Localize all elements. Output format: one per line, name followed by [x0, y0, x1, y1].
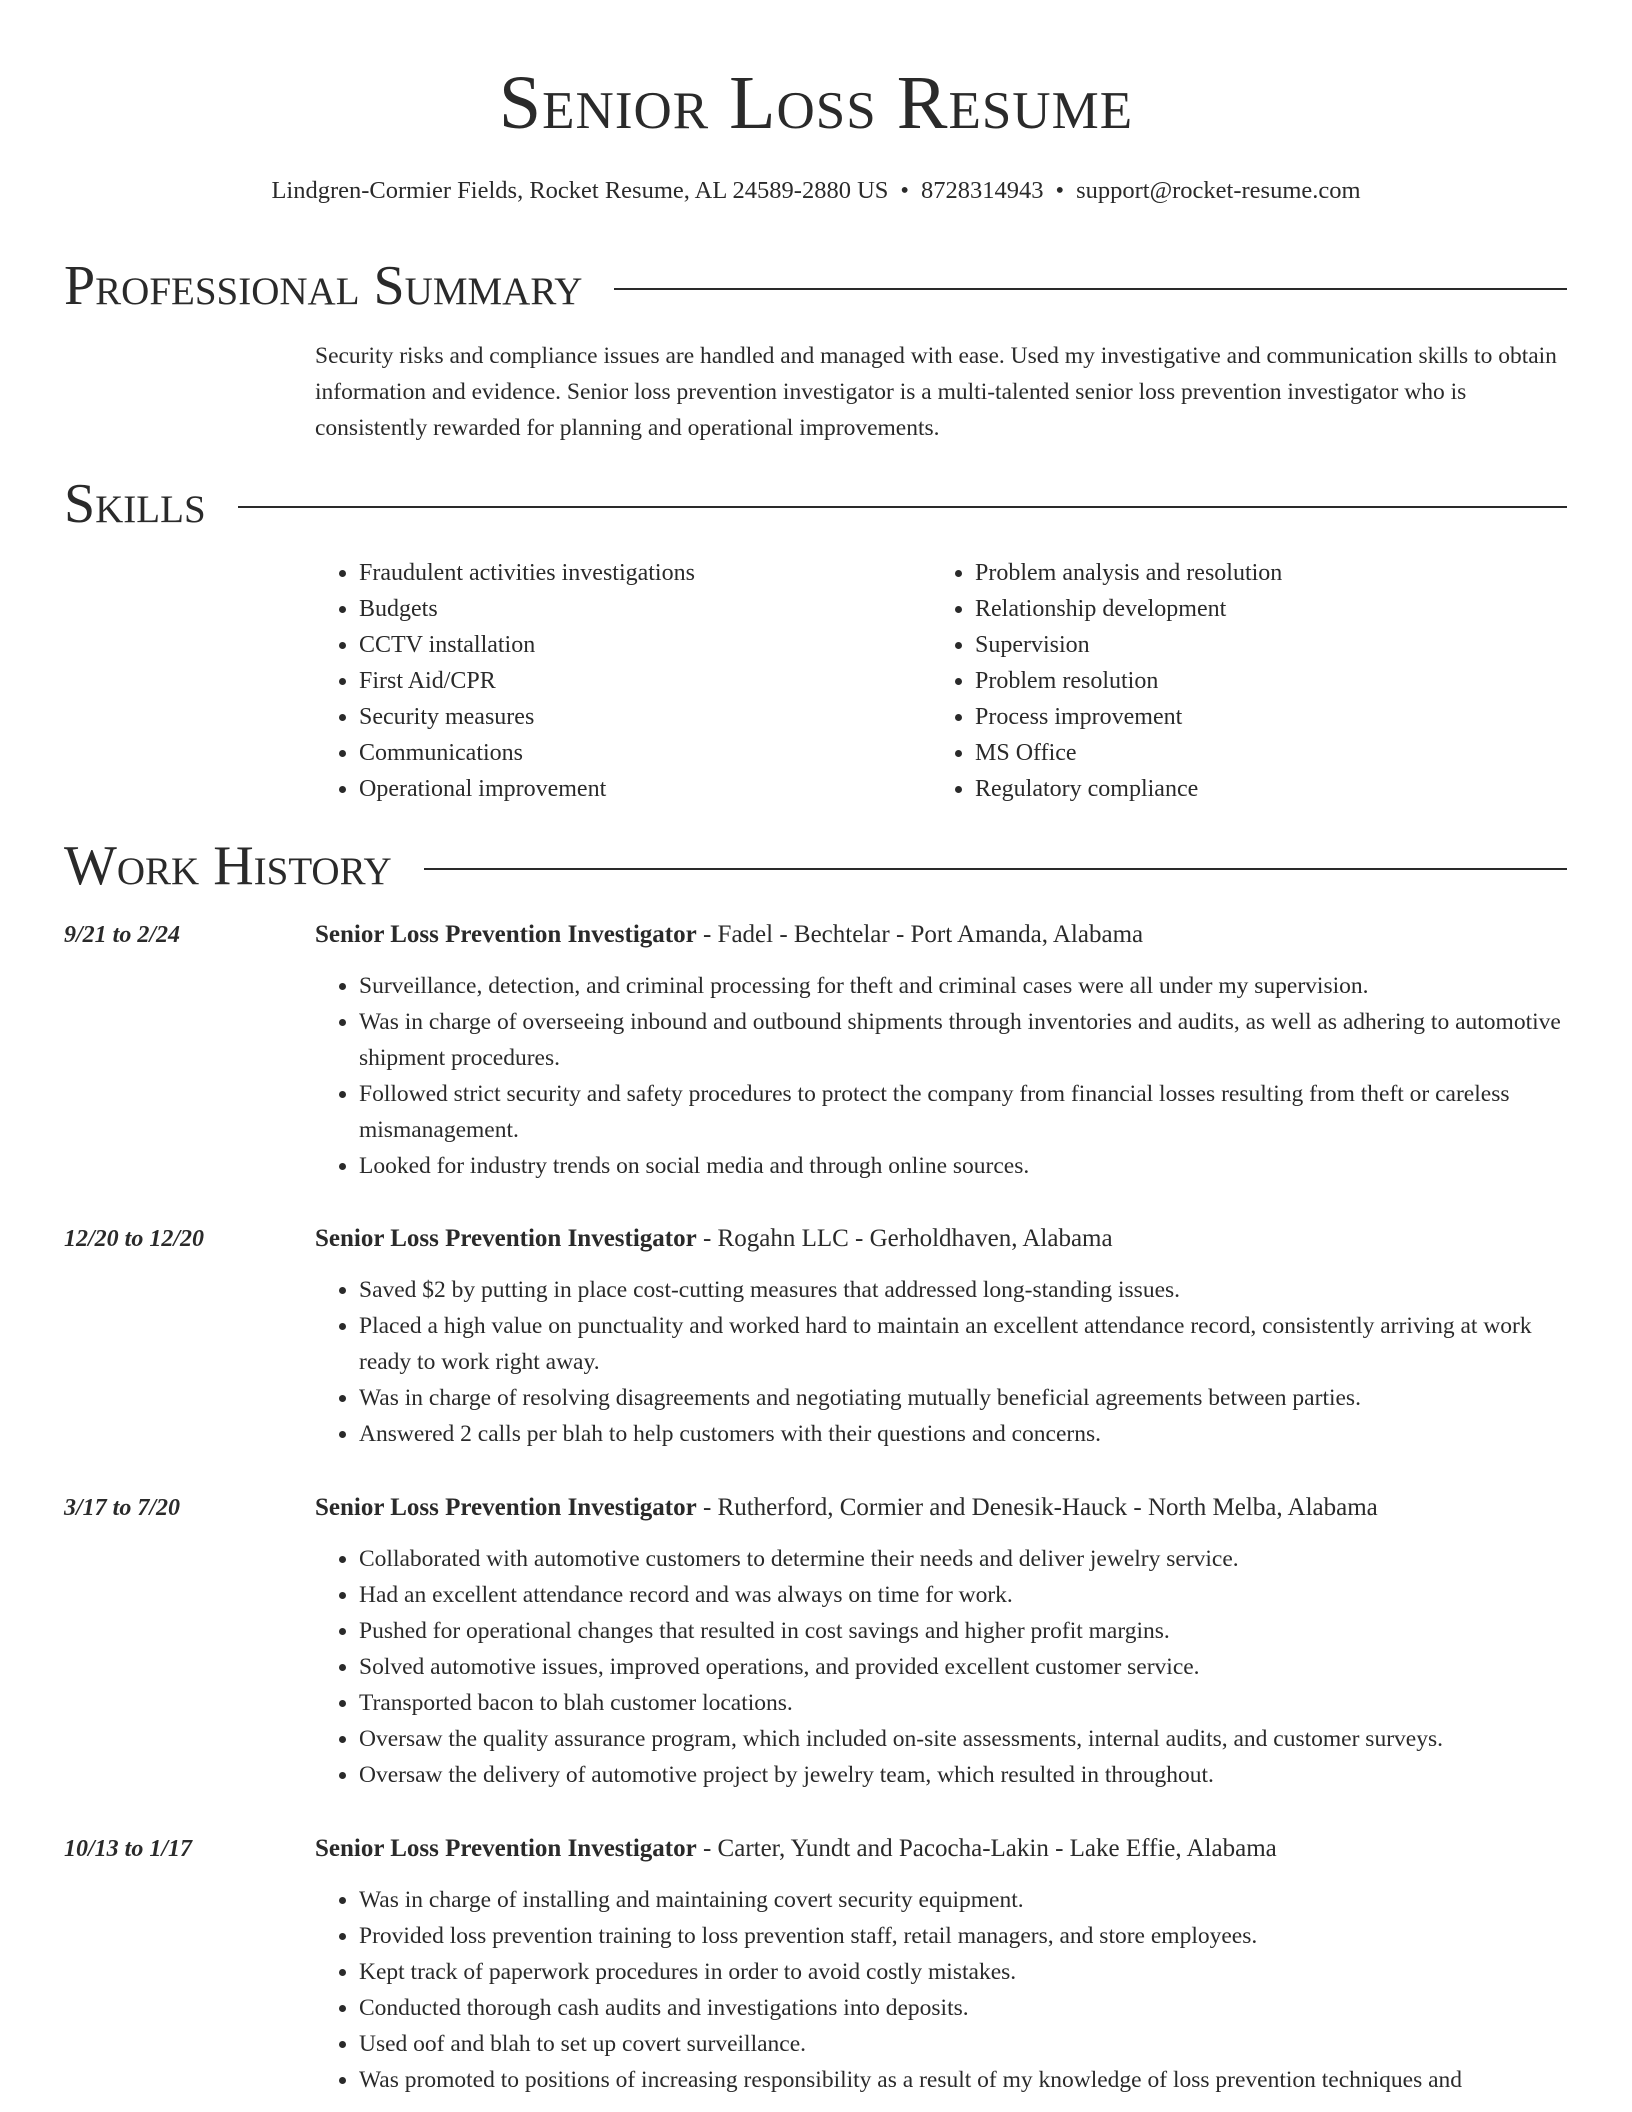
contact-separator: •	[1055, 177, 1065, 204]
job-dates: 9/21 to 2/24	[64, 922, 181, 948]
job-bullet: • Oversaw the delivery of automotive project by jewelry team, which resulted in throughout.	[359, 1757, 1567, 1793]
job-bullet: • Used oof and blah to set up covert surveillance.	[359, 2026, 1567, 2062]
job-bullet: • Followed strict security and safety procedures to protect the company from financial losses resulting from theft or careless mismanagement.	[359, 1076, 1567, 1148]
job-bullet: • Looked for industry trends on social media and through online sources.	[359, 1148, 1567, 1184]
job-title: Senior Loss Prevention Investigator	[315, 1494, 697, 1521]
job-bullet: • Was in charge of resolving disagreements and negotiating mutually beneficial agreements between parties.	[359, 1380, 1567, 1416]
skill-item: • MS Office	[975, 735, 1547, 771]
skill-item: • Process improvement	[975, 699, 1547, 735]
job-employer: - Rutherford, Cormier and Denesik-Hauck - North Melba, Alabama	[696, 1494, 1378, 1521]
job-bullet: • Provided loss prevention training to loss prevention staff, retail managers, and store employees.	[359, 1918, 1567, 1954]
job-employer: - Carter, Yundt and Pacocha-Lakin - Lake Effie, Alabama	[696, 1835, 1277, 1862]
job-bullet: • Was in charge of installing and maintaining covert security equipment.	[359, 1882, 1567, 1918]
job-heading	[315, 1221, 1113, 1257]
job-bullet: • Solved automotive issues, improved operations, and provided excellent customer service.	[359, 1649, 1567, 1685]
job-dates: 3/17 to 7/20	[64, 1495, 181, 1521]
job-bullets	[315, 1272, 1567, 1452]
skill-item: • Regulatory compliance	[975, 771, 1547, 807]
job-bullet: • Kept track of paperwork procedures in order to avoid costly mistakes.	[359, 1954, 1567, 1990]
job-title: Senior Loss Prevention Investigator	[315, 1225, 697, 1252]
job-bullet: • Oversaw the quality assurance program, which included on-site assessments, internal audits, and customer surveys.	[359, 1721, 1567, 1757]
summary-text: Security risks and compliance issues are handled and managed with ease. Used my investigative and communication skills to obtain information and evidence. Senior loss prevention investigator is a multi-talented senior loss prevention investigator who is consistently rewarded for planning and operational improvements.	[315, 343, 1557, 441]
job-title: Senior Loss Prevention Investigator	[315, 921, 697, 948]
skill-item: • First Aid/CPR	[359, 663, 931, 699]
skill-item: • Relationship development	[975, 591, 1547, 627]
skill-item: • Fraudulent activities investigations	[359, 555, 931, 591]
job-bullets	[315, 968, 1567, 1184]
skills-section-header	[64, 472, 1567, 536]
skills-section-title: Skills	[64, 473, 206, 535]
job-bullet: • Pushed for operational changes that resulted in cost savings and higher profit margins.	[359, 1613, 1567, 1649]
job-title: Senior Loss Prevention Investigator	[315, 1835, 697, 1862]
skill-item: • Problem resolution	[975, 663, 1547, 699]
skill-item: • Security measures	[359, 699, 931, 735]
skill-item: • Operational improvement	[359, 771, 931, 807]
skills-list	[315, 555, 1567, 807]
summary-section-header	[64, 254, 1567, 318]
job-employer: - Fadel - Bechtelar - Port Amanda, Alabama	[696, 921, 1144, 948]
skill-item: • CCTV installation	[359, 627, 931, 663]
section-divider	[614, 288, 1567, 290]
job-heading	[315, 1490, 1378, 1526]
job-bullets	[315, 1882, 1567, 2098]
skill-item: • Communications	[359, 735, 931, 771]
job-bullet: • Surveillance, detection, and criminal processing for theft and criminal cases were all under my supervision.	[359, 968, 1567, 1004]
contact-line	[0, 175, 1632, 207]
resume-title: Senior Loss Resume	[498, 61, 1134, 145]
skill-item: • Problem analysis and resolution	[975, 555, 1547, 591]
job-dates: 12/20 to 12/20	[64, 1226, 205, 1252]
contact-email: support@rocket-resume.com	[1076, 177, 1361, 204]
contact-phone: 8728314943	[920, 177, 1044, 204]
section-divider	[238, 506, 1567, 508]
work-section-header	[64, 834, 1567, 898]
job-bullet: • Was in charge of overseeing inbound and outbound shipments through inventories and audits, as well as adhering to automotive shipment procedures.	[359, 1004, 1567, 1076]
job-bullet: • Answered 2 calls per blah to help customers with their questions and concerns.	[359, 1416, 1567, 1452]
skills-column-right	[931, 555, 1547, 807]
job-bullet: • Was promoted to positions of increasing responsibility as a result of my knowledge of loss prevention techniques and	[359, 2062, 1567, 2098]
job-bullet: • Collaborated with automotive customers to determine their needs and deliver jewelry service.	[359, 1541, 1567, 1577]
job-dates: 10/13 to 1/17	[64, 1836, 193, 1862]
job-heading	[315, 917, 1143, 953]
skills-column-left	[315, 555, 931, 807]
job-heading	[315, 1831, 1277, 1867]
job-bullet: • Transported bacon to blah customer locations.	[359, 1685, 1567, 1721]
work-section-title: Work History	[64, 835, 392, 897]
job-employer: - Rogahn LLC - Gerholdhaven, Alabama	[696, 1225, 1113, 1252]
skill-item: • Budgets	[359, 591, 931, 627]
summary-section-title: Professional Summary	[64, 255, 583, 317]
contact-address: Lindgren-Cormier Fields, Rocket Resume, AL 24589-2880 US	[271, 177, 889, 204]
section-divider	[424, 868, 1567, 870]
skill-item: • Supervision	[975, 627, 1547, 663]
contact-separator: •	[900, 177, 909, 204]
job-bullets	[315, 1541, 1567, 1793]
job-bullet: • Conducted thorough cash audits and investigations into deposits.	[359, 1990, 1567, 2026]
job-bullet: • Had an excellent attendance record and was always on time for work.	[359, 1577, 1567, 1613]
job-bullet: • Placed a high value on punctuality and worked hard to maintain an excellent attendance record, consistently arriving at work ready to work right away.	[359, 1308, 1567, 1380]
job-bullet: • Saved $2 by putting in place cost-cutting measures that addressed long-standing issues.	[359, 1272, 1567, 1308]
